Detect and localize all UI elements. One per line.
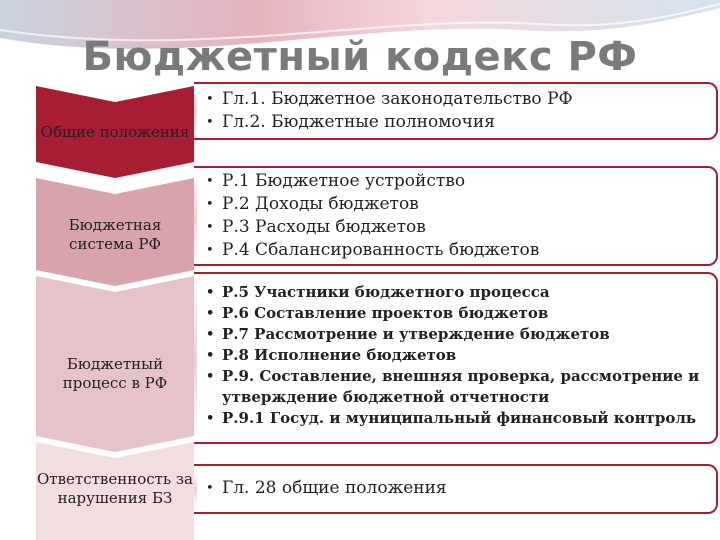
list-budget-system	[194, 170, 716, 262]
label-liability: Ответственность за нарушения БЗ	[36, 470, 194, 507]
box-liability	[194, 464, 718, 514]
list-item: • Гл.1. Бюджетное законодательство РФ	[206, 88, 706, 111]
box-budget-process	[194, 272, 718, 444]
label-budget-system: Бюджетная система РФ	[68, 216, 162, 253]
list-item: • Р.5 Участники бюджетного процесса	[206, 282, 706, 303]
list-item: • Гл.2. Бюджетные полномочия	[206, 111, 706, 134]
label-budget-process: Бюджетный процесс в РФ	[62, 355, 168, 392]
list-liability	[194, 477, 716, 500]
list-item: • Р.9.1 Госуд. и муниципальный финансовый контроль	[206, 408, 706, 429]
box-general-provisions	[194, 82, 718, 140]
list-item: • Р.2 Доходы бюджетов	[206, 193, 706, 216]
list-budget-process	[194, 282, 716, 429]
list-general-provisions	[194, 88, 716, 134]
list-item: • Р.9. Составление, внешняя проверка, рассмотрение и утверждение бюджетной отчетности	[206, 366, 706, 408]
list-item: • Р.6 Составление проектов бюджетов	[206, 303, 706, 324]
page-title: Бюджетный кодекс РФ	[82, 34, 638, 80]
list-item: • Р.8 Исполнение бюджетов	[206, 345, 706, 366]
list-item: • Р.7 Рассмотрение и утверждение бюджетов	[206, 324, 706, 345]
label-general-provisions: Общие положения	[40, 122, 190, 141]
list-item: • Р.4 Сбалансированность бюджетов	[206, 239, 706, 262]
list-item: • Р.3 Расходы бюджетов	[206, 216, 706, 239]
list-item: • Гл. 28 общие положения	[206, 477, 706, 500]
list-item: • Р.1 Бюджетное устройство	[206, 170, 706, 193]
box-budget-system	[194, 166, 718, 266]
